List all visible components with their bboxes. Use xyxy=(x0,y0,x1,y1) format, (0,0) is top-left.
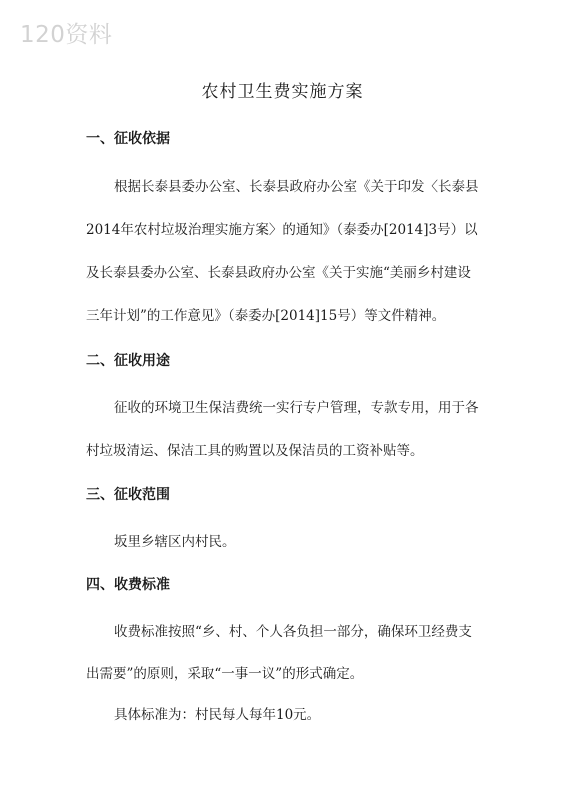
paragraph-line: 征收的环境卫生保洁费统一实行专户管理，专款专用，用于各 xyxy=(114,400,479,416)
document-title: 农村卫生费实施方案 xyxy=(201,82,364,102)
paragraph-line: 具体标准为：村民每人每年10元。 xyxy=(114,707,321,723)
paragraph-line: 出需要”的原则，采取“一事一议”的形式确定。 xyxy=(86,666,364,682)
section-heading-standard: 四、收费标准 xyxy=(86,577,170,593)
watermark-logo: 120资料 xyxy=(20,22,113,48)
section-heading-basis: 一、征收依据 xyxy=(86,131,170,147)
paragraph-line: 坂里乡辖区内村民。 xyxy=(114,534,236,550)
section-heading-usage: 二、征收用途 xyxy=(86,353,170,369)
paragraph-line: 根据长泰县委办公室、长泰县政府办公室《关于印发〈长泰县 xyxy=(114,179,479,195)
paragraph-line: 及长泰县委办公室、长泰县政府办公室《关于实施“美丽乡村建设 xyxy=(86,265,471,281)
paragraph-line: 2014年农村垃圾治理实施方案〉的通知》（泰委办[2014]3号）以 xyxy=(86,222,478,238)
paragraph-line: 村垃圾清运、保洁工具的购置以及保洁员的工资补贴等。 xyxy=(86,443,424,459)
paragraph-line: 收费标准按照“乡、村、个人各负担一部分，确保环卫经费支 xyxy=(114,624,472,640)
paragraph-line: 三年计划”的工作意见》（泰委办[2014]15号）等文件精神。 xyxy=(86,308,446,324)
section-heading-scope: 三、征收范围 xyxy=(86,487,170,503)
